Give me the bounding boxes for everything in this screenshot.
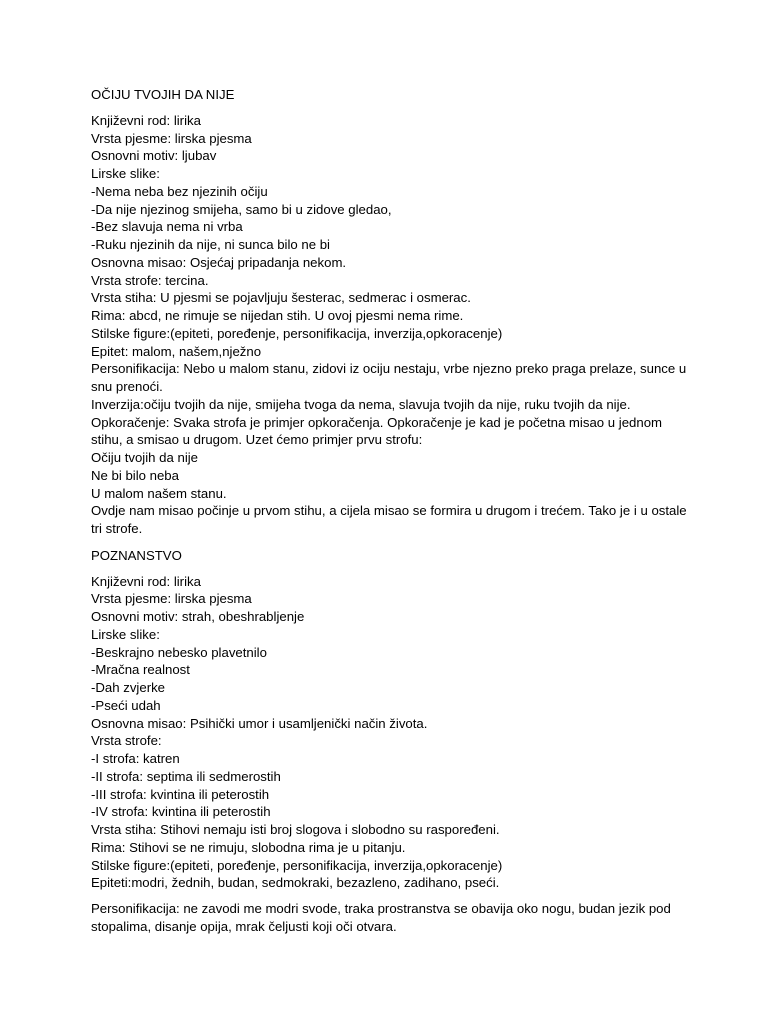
section-title-poznanstvo: POZNANSTVO — [91, 547, 182, 563]
section-poznanstvo — [91, 573, 691, 936]
spacer — [91, 892, 691, 900]
text-line: Osnovna misao: Osjećaj pripadanja nekom. — [91, 254, 347, 270]
final-paragraph: Personifikacija: ne zavodi me modri svode, traka prostranstva se obavija oko nogu, budan jezik pod stopalima, disanje opija, mrak čeljusti koji oči otvara. — [91, 901, 671, 934]
text-line: Vrsta strofe: tercina. — [91, 272, 209, 288]
text-line: -Da nije njezinog smijeha, samo bi u zidove gledao, — [91, 201, 392, 217]
spacer — [91, 104, 691, 112]
text-line: Vrsta strofe: — [91, 733, 162, 749]
text-line: -Beskrajno nebesko plavetnilo — [91, 644, 267, 660]
document-page — [91, 86, 691, 936]
text-line: Rima: Stihovi se ne rimuju, slobodna rima je u pitanju. — [91, 839, 406, 855]
text-line: Stilske figure:(epiteti, poređenje, personifikacija, inverzija,opkoracenje) — [91, 857, 503, 873]
section-ociju-tvojih-da-nije — [91, 112, 691, 538]
text-line: Očiju tvojih da nije — [91, 450, 199, 465]
text-line: Inverzija:očiju tvojih da nije, smijeha tvoga da nema, slavuja tvojih da nije, ruku tvojih da nije. — [91, 396, 631, 412]
spacer — [91, 565, 691, 573]
text-line: -II strofa: septima ili sedmerostih — [91, 768, 281, 784]
text-line: Vrsta stiha: U pjesmi se pojavljuju šesterac, sedmerac i osmerac. — [91, 290, 471, 306]
text-line: Vrsta pjesme: lirska pjesma — [91, 130, 252, 146]
text-line: Vrsta stiha: Stihovi nemaju isti broj slogova i slobodno su raspoređeni. — [91, 822, 500, 837]
text-line: Književni rod: lirika — [91, 573, 201, 589]
text-line: Rima: abcd, ne rimuje se nijedan stih. U ovoj pjesmi nema rime. — [91, 308, 464, 323]
text-line: Ovdje nam misao počinje u prvom stihu, a cijela misao se formira u drugom i trećem. Tako je i u ostale tri strofe. — [91, 503, 687, 536]
text-line: Osnovna misao: Psihički umor i usamljenički način života. — [91, 715, 428, 731]
spacer — [91, 538, 691, 547]
text-line: -III strofa: kvintina ili peterostih — [91, 786, 270, 802]
text-line: Epitet: malom, našem,nježno — [91, 343, 262, 359]
text-line: -Ruku njezinih da nije, ni sunca bilo ne bi — [91, 237, 330, 252]
text-line: U malom našem stanu. — [91, 485, 227, 501]
text-line: Lirske slike: — [91, 626, 160, 642]
text-line: -Mračna realnost — [91, 662, 190, 678]
text-line: Opkoračenje: Svaka strofa je primjer opkoračenja. Opkoračenje je kad je početna misao u jednom stihu, a smisao u drugom. Uzet ćemo primjer prvu strofu: — [91, 414, 663, 448]
text-line: Vrsta pjesme: lirska pjesma — [91, 591, 252, 607]
text-line: Ne bi bilo neba — [91, 467, 179, 483]
text-line: Lirske slike: — [91, 166, 160, 181]
text-line: -Nema neba bez njezinih očiju — [91, 183, 268, 199]
text-line: -I strofa: katren — [91, 751, 180, 766]
text-line: -Pseći udah — [91, 697, 161, 713]
text-line: -IV strofa: kvintina ili peterostih — [91, 804, 271, 820]
text-line: -Bez slavuja nema ni vrba — [91, 219, 243, 235]
text-line: Epiteti:modri, žednih, budan, sedmokraki, bezazleno, zadihano, pseći. — [91, 875, 500, 891]
text-line: Personifikacija: Nebo u malom stanu, zidovi iz ociju nestaju, vrbe njezno preko praga prelaze, sunce u snu prenoći. — [91, 361, 687, 394]
text-line: Osnovni motiv: ljubav — [91, 148, 217, 164]
text-line: Književni rod: lirika — [91, 112, 201, 128]
text-line: -Dah zvjerke — [91, 680, 166, 695]
section-title-ociju-tvojih-da-nije: OČIJU TVOJIH DA NIJE — [91, 87, 235, 102]
text-line: Osnovni motiv: strah, obeshrabljenje — [91, 609, 305, 624]
text-line: Stilske figure:(epiteti, poređenje, personifikacija, inverzija,opkoracenje) — [91, 325, 503, 341]
